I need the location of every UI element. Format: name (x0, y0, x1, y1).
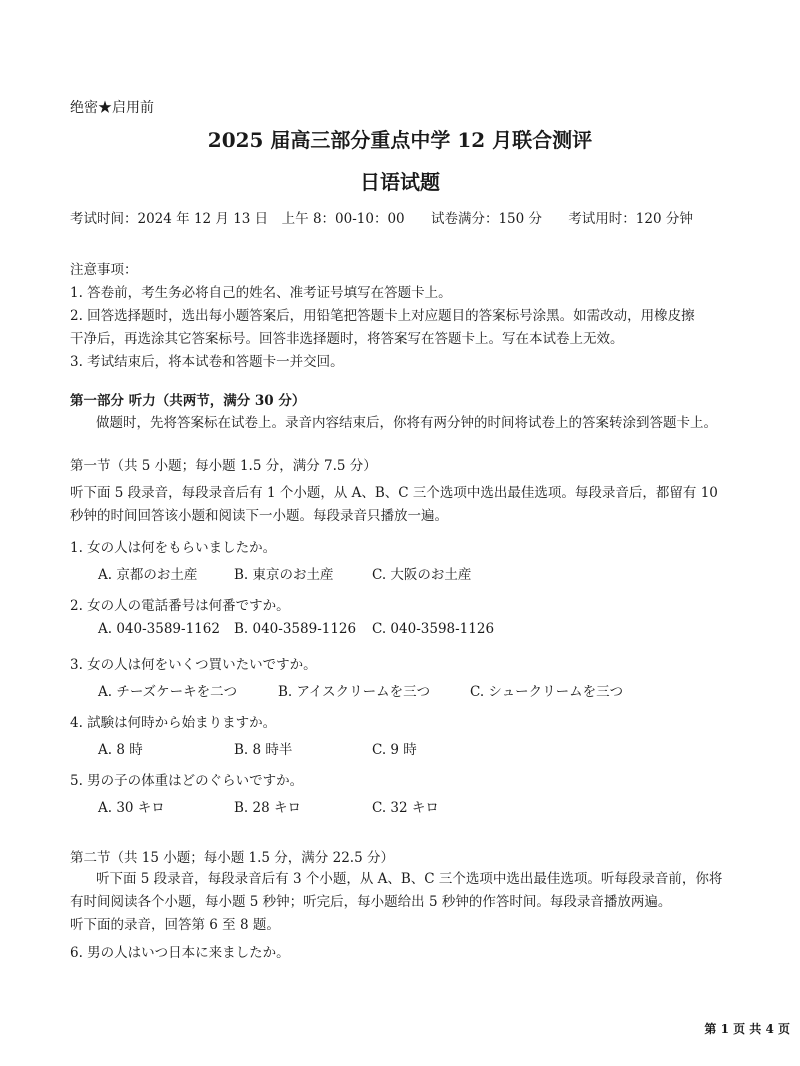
exam-duration: 考试用时：120 分钟 (568, 211, 693, 227)
notes-heading: 注意事项： (70, 262, 138, 278)
question-5-stem: 5. 男の子の体重はどのぐらいですか。 (70, 773, 304, 789)
exam-time: 考试时间：2024 年 12 月 13 日 上午 8：00-10：00 (70, 211, 405, 227)
question-2-option-c: C. 040-3598-1126 (372, 621, 495, 637)
question-2-option-a: A. 040-3589-1162 (98, 621, 220, 637)
section2-instruction-2: 有时间阅读各个小题，每小题 5 秒钟；听完后，每小题给出 5 秒钟的作答时间。每段录音播放两遍。 (70, 894, 672, 910)
confidential-mark: 绝密★启用前 (70, 100, 154, 116)
section1-heading: 第一节（共 5 小题；每小题 1.5 分，满分 7.5 分） (70, 458, 377, 474)
question-4-option-b: B. 8 時半 (234, 742, 293, 758)
question-5-option-a: A. 30 キロ (98, 800, 165, 816)
section1-instruction-2: 秒钟的时间回答该小题和阅读下一小题。每段录音只播放一遍。 (70, 508, 448, 524)
section1-instruction-1: 听下面 5 段录音，每段录音后有 1 个小题，从 A、B、C 三个选项中选出最佳选项。每段录音后，都留有 10 (70, 485, 718, 501)
question-1-option-a: A. 京都のお土産 (98, 567, 198, 583)
exam-title: 2025 届高三部分重点中学 12 月联合测评 (207, 128, 593, 152)
section2-instruction-3: 听下面的录音，回答第 6 至 8 题。 (70, 917, 280, 933)
note-item-3: 3. 考试结束后，将本试卷和答题卡一并交回。 (70, 354, 344, 370)
section2-instruction-1: 听下面 5 段录音，每段录音后有 3 个小题，从 A、B、C 三个选项中选出最佳选项。听每段录音前，你将 (96, 871, 723, 887)
page-number: 第 1 页 共 4 页 (704, 1022, 790, 1036)
part1-instruction: 做题时，先将答案标在试卷上。录音内容结束后，你将有两分钟的时间将试卷上的答案转涂到答题卡上。 (96, 415, 717, 431)
question-6-stem: 6. 男の人はいつ日本に来ましたか。 (70, 945, 290, 961)
question-3-option-b: B. アイスクリームを三つ (278, 684, 431, 700)
part1-heading: 第一部分 听力（共两节，满分 30 分） (70, 393, 306, 409)
question-4-option-c: C. 9 時 (372, 742, 417, 758)
full-score: 试卷满分：150 分 (430, 211, 543, 227)
section2-heading: 第二节（共 15 小题；每小题 1.5 分，满分 22.5 分） (70, 850, 394, 866)
question-1-stem: 1. 女の人は何をもらいましたか。 (70, 540, 277, 556)
question-5-option-b: B. 28 キロ (234, 800, 301, 816)
question-1-option-c: C. 大阪のお土産 (372, 567, 472, 583)
question-3-stem: 3. 女の人は何をいくつ買いたいですか。 (70, 657, 317, 673)
note-item-2-cont: 干净后，再选涂其它答案标号。回答非选择题时，将答案写在答题卡上。写在本试卷上无效。 (70, 331, 624, 347)
question-2-stem: 2. 女の人の電話番号は何番ですか。 (70, 598, 290, 614)
question-5-option-c: C. 32 キロ (372, 800, 439, 816)
question-4-option-a: A. 8 時 (98, 742, 143, 758)
question-3-option-c: C. シュークリームを三つ (470, 684, 624, 700)
question-2-option-b: B. 040-3589-1126 (234, 621, 357, 637)
note-item-1: 1. 答卷前，考生务必将自己的姓名、准考证号填写在答题卡上。 (70, 285, 452, 301)
question-3-option-a: A. チーズケーキを二つ (98, 684, 238, 700)
exam-info (70, 207, 715, 227)
question-4-stem: 4. 試験は何時から始まりますか。 (70, 715, 277, 731)
exam-subtitle: 日语试题 (360, 170, 440, 194)
question-1-option-b: B. 東京のお土産 (234, 567, 334, 583)
note-item-2: 2. 回答选择题时，选出每小题答案后，用铅笔把答题卡上对应题目的答案标号涂黑。如需改动，用橡皮擦 (70, 308, 695, 324)
